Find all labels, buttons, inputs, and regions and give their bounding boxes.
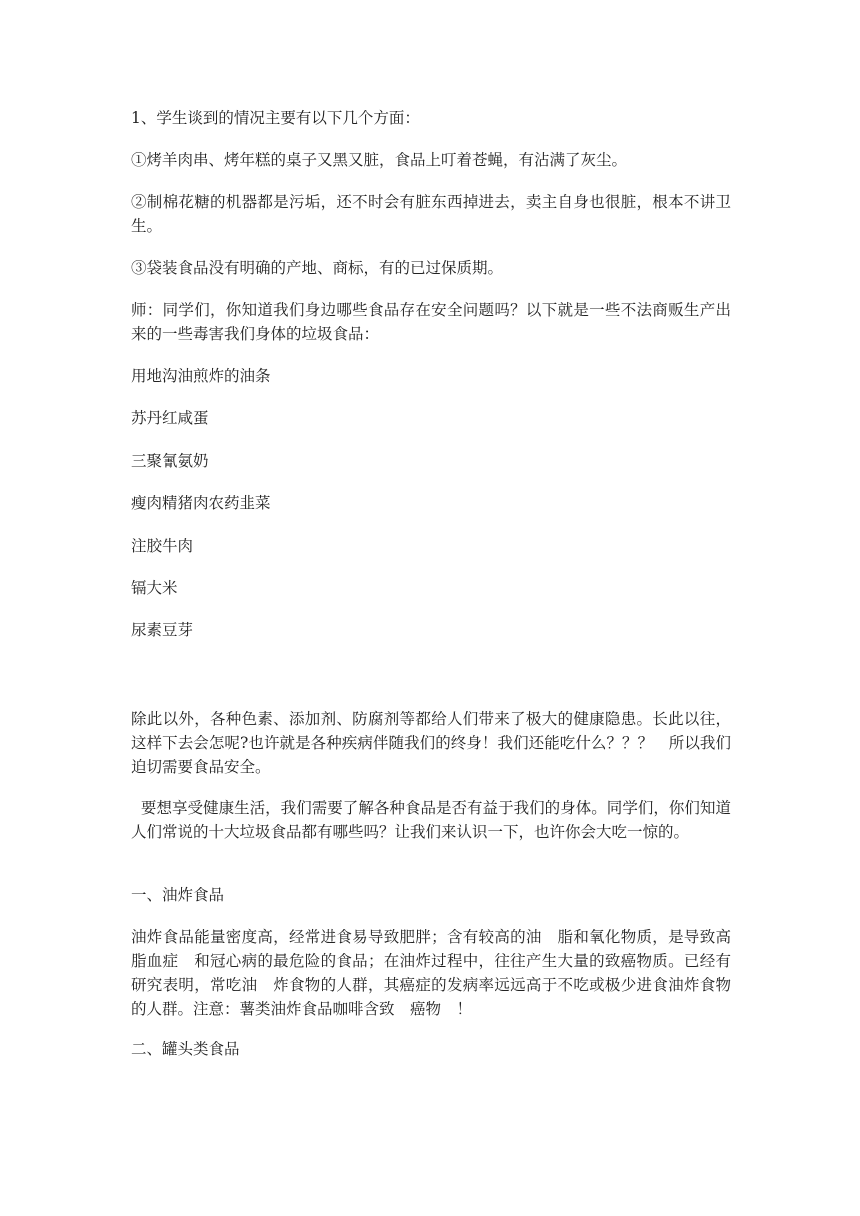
list-item: 镉大米: [131, 579, 178, 597]
list-item: 用地沟油煎炸的油条: [131, 367, 271, 385]
paragraph-point-3: ③袋装食品没有明确的产地、商标，有的已过保质期。: [131, 259, 504, 277]
paragraph-fried-food: 油炸食品能量密度高，经常进食易导致肥胖；含有较高的油 脂和氧化物质，是导致高脂血症 和冠心病的最危险的食品；在油炸过程中，往往产生大量的致癌物质。已经有研究表明，常吃油 炸食物的人群，其癌症的发病率远远高于不吃或极少进食油炸食物的人群。注意：薯类油炸食品咖啡含致 癌物 ！: [131, 928, 731, 1018]
section-heading-canned-food: 二、罐头类食品: [131, 1040, 240, 1058]
paragraph-healthy-life: 要想享受健康生活，我们需要了解各种食品是否有益于我们的身体。同学们，你们知道人们常说的十大垃圾食品都有哪些吗？让我们来认识一下，也许你会大吃一惊的。: [131, 799, 731, 841]
section-heading-fried-food: 一、油炸食品: [131, 886, 225, 904]
list-item: 尿素豆芽: [131, 621, 194, 639]
paragraph-point-1: ①烤羊肉串、烤年糕的桌子又黑又脏，食品上叮着苍蝇，有沾满了灰尘。: [131, 151, 628, 169]
list-item: 注胶牛肉: [131, 537, 194, 555]
paragraph-point-2: ②制棉花糖的机器都是污垢，还不时会有脏东西掉进去，卖主自身也很脏，根本不讲卫生。: [131, 193, 731, 235]
paragraph-intro: 1、学生谈到的情况主要有以下几个方面：: [131, 109, 420, 127]
list-item: 三聚氰氨奶: [131, 452, 209, 470]
paragraph-consequences: 除此以外，各种色素、添加剂、防腐剂等都给人们带来了极大的健康隐患。长此以往，这样下去会怎呢?也许就是各种疾病伴随我们的终身！我们还能吃什么？？？ 所以我们迫切需要食品安全。: [131, 710, 731, 776]
list-item: 瘦肉精猪肉农药韭菜: [131, 494, 271, 512]
list-item: 苏丹红咸蛋: [131, 409, 209, 427]
paragraph-teacher: 师：同学们，你知道我们身边哪些食品存在安全问题吗？以下就是一些不法商贩生产出来的一些毒害我们身体的垃圾食品：: [131, 301, 731, 343]
